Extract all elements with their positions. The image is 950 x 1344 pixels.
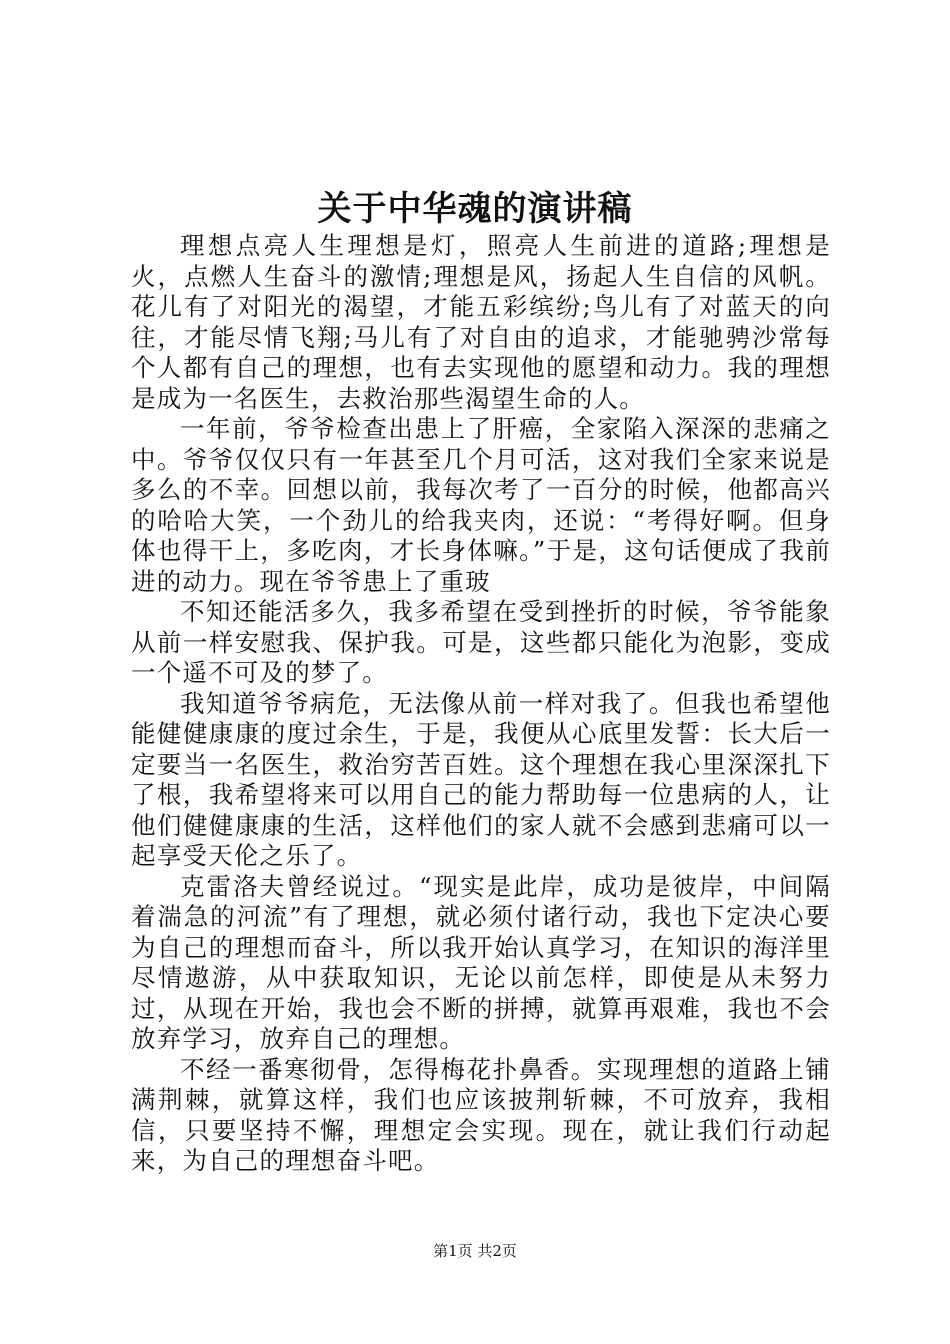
paragraph-5: 克雷洛夫曾经说过。“现实是此岸，成功是彼岸，中间隔着湍急的河流”有了理想，就必须付诸行动，我也下定决心要为自己的理想而奋斗，所以我开始认真学习，在知识的海洋里尽情遨游，从中获取知识，无论以前怎样，即使是从未努力过，从现在开始，我也会不断的拼搏，就算再艰难，我也不会放弃学习，放弃自己的理想。: [131, 871, 831, 1053]
page-footer: 第1页 共2页: [433, 1242, 517, 1260]
document-body: [131, 231, 831, 1177]
paragraph-2: 一年前，爷爷检查出患上了肝癌，全家陷入深深的悲痛之中。爷爷仅仅只有一年甚至几个月可活，这对我们全家来说是多么的不幸。回想以前，我每次考了一百分的时候，他都高兴的哈哈大笑，一个劲儿的给我夹肉，还说：“考得好啊。但身体也得干上，多吃肉，才长身体嘛。”于是，这句话便成了我前进的动力。现在爷爷患上了重玻: [131, 414, 831, 596]
document-title: 关于中华魂的演讲稿: [317, 189, 633, 229]
paragraph-4: 我知道爷爷病危，无法像从前一样对我了。但我也希望他能健健康康的度过余生，于是，我便从心底里发誓：长大后一定要当一名医生，救治穷苦百姓。这个理想在我心里深深扎下了根，我希望将来可以用自己的能力帮助每一位患病的人，让他们健健康康的生活，这样他们的家人就不会感到悲痛可以一起享受天伦之乐了。: [131, 688, 831, 870]
paragraph-3: 不知还能活多久，我多希望在受到挫折的时候，爷爷能象从前一样安慰我、保护我。可是，这些都只能化为泡影，变成一个遥不可及的梦了。: [131, 597, 831, 687]
paragraph-6: 不经一番寒彻骨，怎得梅花扑鼻香。实现理想的道路上铺满荆棘，就算这样，我们也应该披荆斩棘，不可放弃，我相信，只要坚持不懈，理想定会实现。现在，就让我们行动起来，为自己的理想奋斗吧。: [131, 1054, 831, 1175]
paragraph-1: 理想点亮人生理想是灯，照亮人生前进的道路;理想是火，点燃人生奋斗的激情;理想是风，扬起人生自信的风帆。花儿有了对阳光的渴望，才能五彩缤纷;鸟儿有了对蓝天的向往，才能尽情飞翔;马儿有了对自由的追求，才能驰骋沙常每个人都有自己的理想，也有去实现他的愿望和动力。我的理想是成为一名医生，去救治那些渴望生命的人。: [131, 231, 831, 413]
